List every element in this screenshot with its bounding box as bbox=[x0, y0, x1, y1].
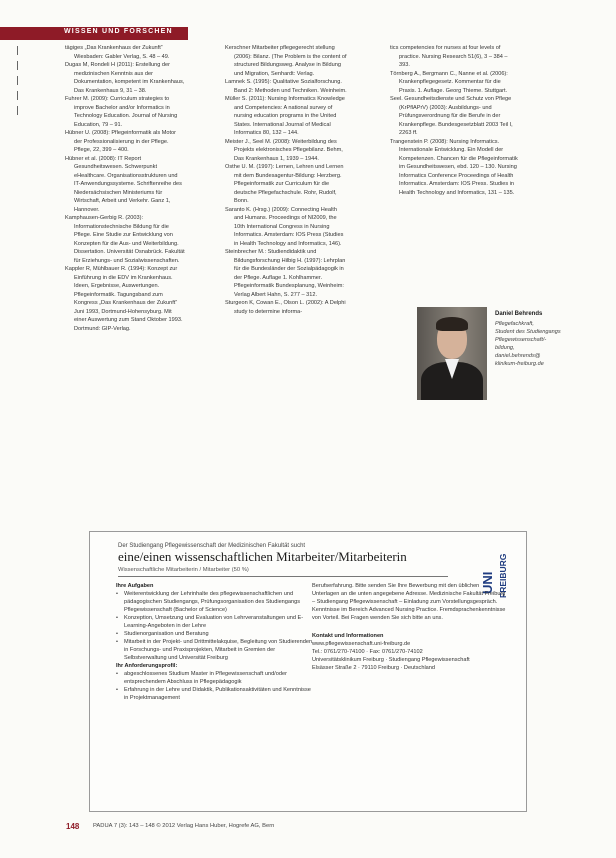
page-number: 148 bbox=[66, 822, 80, 831]
reference-entry: Dugas M, Rondeli H (2011): Erstellung der medizinischen Kenntnis aus der Dokumentation, kompetent im Krankenhaus, Das Krankenhaus 9, 31 – 38. bbox=[65, 62, 185, 94]
reference-entry: Kamphausen-Gerbig R. (2003): Informationstechnische Bildung für die Pflege. Eine Studie zur Entwicklung von Konzepten für die Aus- und Weiterbildung. Dissertation. Universität Osnabrück. Fakultät für Erziehungs- und Sozialwissenschaften. bbox=[65, 215, 185, 264]
side-mark bbox=[17, 76, 18, 85]
profile-list bbox=[116, 670, 314, 702]
profile-item: • abgeschlossenes Studium Master in Pflegewissenschaft und/oder entsprechendem Abschluss in Pflegepädagogik bbox=[116, 670, 314, 686]
contact-address: Elsässer Straße 2 · 79110 Freiburg · Deutschland bbox=[312, 665, 436, 671]
reference-entry: Osthe U. M. (1997): Lernen, Lehren und Lernen mit dem Bundesagentur-Bildung: Herzberg. Pflegeinformatik zur Curriculum für die deutsche Pflegefachschule. Rohr, Rudolf, Bonn. bbox=[225, 164, 344, 204]
contact-website-link[interactable]: www.pflegewissenschaft.uni-freiburg.de bbox=[312, 641, 411, 647]
author-info-line: Pflegewissenschaft/- bbox=[495, 337, 547, 343]
author-info-line: Student des Studiengangs bbox=[495, 329, 561, 335]
contact-phone: Tel.: 0761/270-74100 · Fax: 0761/270-74102 bbox=[312, 649, 423, 655]
reference-entry: tics competencies for nurses at four levels of practice. Nursing Research 51(6), 3 – 384 – 393. bbox=[390, 45, 508, 68]
reference-entry: Müller S. (2011): Nursing Informatics Knowledge and Competencies: A national survey of nursing education programs in the United States. International Journal of Medical Informatics 80, 132 – 144. bbox=[225, 96, 345, 136]
references-column-1 bbox=[65, 44, 185, 333]
reference-entry: Trangenstein P. (2008): Nursing Informatics. Internationale Entwicklung. Ein Modell der Kompetenzen. Chancen für die Pflegeinformatik im Gesundheitswesen, ebd. 120 – 130. Nursing Informatics Conference Proceedings of Health Informatics. Amsterdam: IOS Press. Studies in Health Technology and Informatics, 131 – 135. bbox=[390, 138, 518, 196]
author-info-line: Pflegefachkraft, bbox=[495, 321, 534, 327]
author-email[interactable]: klinikum-freiburg.de bbox=[495, 361, 544, 367]
reference-entry: Hübner U. (2008): Pflegeinformatik als Motor der Professionalisierung in der Pflege. Pflege, 22, 399 – 400. bbox=[65, 130, 176, 153]
reference-entry: Saranto K. (Hrsg.) (2009): Connecting Health and Humans. Proceedings of NI2009, the 10th International Congress in Nursing Informatics. Amsterdam: IOS Press (Studies in Health Technology and Informatics, 146). bbox=[225, 206, 344, 247]
reference-entry: Meister J., Seel M. (2008): Weiterbildung des Projekts elektronisches Pflegebilanz. Behm, Das Krankenhaus 1, 1939 – 1944. bbox=[225, 138, 343, 162]
reference-entry: Hübner et al. (2008): IT Report Gesundheitswesen. Schwerpunkt eHealthcare. Organisationsstrukturen und IT-Anwendungssysteme. Schriftenreihe des Niedersächsischen Ministeriums für Wirtschaft, Arbeit und Verkehr. Ganz 1, Hannover. bbox=[65, 155, 182, 213]
reference-entry: Kerschner Mitarbeiter pflegegerecht stellung (2006): Bilanz. (The Problem is the content of structured Bildungsweg. Analyse in Bildung und Migration, Senhardt: Verlag. bbox=[225, 45, 347, 77]
side-mark bbox=[17, 46, 18, 55]
side-marks bbox=[15, 46, 21, 126]
references-column-3 bbox=[390, 44, 518, 197]
author-name: Daniel Behrends bbox=[495, 311, 543, 317]
section-label: WISSEN UND FORSCHEN bbox=[64, 28, 173, 35]
reference-entry: Lamnek S. (1995): Qualitative Sozialforschung. Band 2: Methoden und Techniken. Weinheim. bbox=[225, 79, 347, 94]
reference-entry: Fuhrer M. (2009): Curriculum strategies to improve Bachelor and/or Informatics in Technology Education. Journal of Nursing Education, 79 – 91. bbox=[65, 96, 178, 128]
reference-entry: Steinbrecher M.: Studiendidaktik und Bildungsforschung Hilbig H. (1997): Lehrplan für die Bundesländer der Sozialpädagogik in der Pflege. Auflage 1. Kohlhammer. Pflegeinformatik Bundesplanung, Weinheim: Verlag Albert Hahn, S. 277 – 312. bbox=[225, 249, 346, 298]
author-info-line: bildung, bbox=[495, 345, 515, 351]
profile-item: • Erfahrung in der Lehre und Didaktik, Publikationsaktivitäten und Kenntnisse in Projektmanagement bbox=[116, 686, 314, 702]
profile-heading: Ihr Anforderungsprofil: bbox=[116, 663, 178, 669]
side-mark bbox=[17, 91, 18, 100]
author-photo bbox=[417, 307, 487, 400]
job-advertisement bbox=[89, 531, 527, 812]
ad-subtitle: Wissenschaftliche Mitarbeiterin / Mitarbeiter (50 %) bbox=[118, 567, 249, 573]
logo-freiburg-text: FREIBURG bbox=[498, 553, 508, 598]
author-email[interactable]: daniel.behrends@ bbox=[495, 353, 541, 359]
ad-rule bbox=[118, 576, 448, 577]
reference-entry: Törnberg A., Bergmann C., Nanne et al. (2006): Krankenpflegegesetz. Kommentar für die Praxis. 1. Auflage. Georg Thieme. Stuttgart. bbox=[390, 70, 508, 94]
author-info bbox=[495, 320, 575, 368]
ad-right-column bbox=[312, 582, 508, 672]
reference-entry: tägiges „Das Krankenhaus der Zukunft“ Wiesbaden: Gabler Verlag, S. 48 – 49. bbox=[65, 45, 170, 60]
contact-institution: Universitätsklinikum Freiburg · Studiengang Pflegewissenschaft bbox=[312, 657, 470, 663]
side-mark bbox=[17, 61, 18, 70]
task-item: • Studienorganisation und Beratung bbox=[116, 630, 314, 638]
reference-entry: Kappler R, Mühlbauer R. (1994): Konzept zur Einführung in die EDV im Krankenhaus. Ideen, Ergebnisse, Auswertungen. Pflegeinformatik. Tagungsband zum Kongress „Das Krankenhaus der Zukunft“ Juni 1993, Dortmund-Hohensyburg. Mit einer Auswertung zum Stand Oktober 1993. Dortmund: GIP-Verlag. bbox=[65, 266, 183, 332]
task-item: • Konzeption, Umsetzung und Evaluation von Lehrveranstaltungen und E-Learning-Angeboten in der Lehre bbox=[116, 614, 314, 630]
task-item: • Mitarbeit in der Projekt- und Drittmittelakquise, Begleitung von Studierenden in Forschungs- und Praxisprojekten, Mitarbeit in Gremien der Selbstverwaltung und Universität Freiburg bbox=[116, 638, 314, 662]
photo-hair bbox=[436, 317, 468, 331]
ad-intro: Der Studiengang Pflegewissenschaft der Medizinischen Fakultät sucht bbox=[118, 543, 306, 549]
side-mark bbox=[17, 106, 18, 115]
references-column-2 bbox=[225, 44, 347, 316]
ad-left-column bbox=[116, 582, 314, 702]
task-item: • Weiterentwicklung der Lehrinhalte des pflegewissenschaftlichen und pädagogischen Studiengangs, Prüfungsorganisation des Studiengangs Pflegewissenschaft (Bachelor of Science) bbox=[116, 590, 314, 614]
journal-citation: PADUA 7 (3): 143 – 148 © 2012 Verlag Hans Huber, Hogrefe AG, Bern bbox=[93, 823, 275, 829]
ad-title: eine/einen wissenschaftlichen Mitarbeiter/Mitarbeiterin bbox=[118, 549, 407, 564]
tasks-list bbox=[116, 590, 314, 662]
reference-entry: Seel. Gesundheitsdienste und Schutz von Pflege (KrPflAPrV) (2003): Ausbildungs- und Prüfungsverordnung für die Berufe in der Krankenpflege. Bundesgesetzblatt 2003 Teil I, 2263 ff. bbox=[390, 96, 513, 136]
tasks-heading: Ihre Aufgaben bbox=[116, 583, 154, 589]
reference-entry: Sturgeon K, Cowan E., Olson L. (2002): A Delphi study to determine informa- bbox=[225, 300, 346, 315]
logo-uni-text: UNI bbox=[480, 571, 495, 594]
ad-right-text: Berufserfahrung. Bitte senden Sie Ihre Bewerbung mit den üblichen Unterlagen an die unten angegebene Adresse. Medizinische Fakultät Freiburg – Studiengang Pflegewissenschaft – Einladung zum Vorstellungsgespräch. Kenntnisse im Bereich Advanced Nursing Practice. Fremdsprachenkenntnisse von Vorteil. Bei Fragen wenden Sie sich bitte an uns. bbox=[312, 583, 506, 621]
contact-heading: Kontakt und Informationen bbox=[312, 633, 384, 639]
